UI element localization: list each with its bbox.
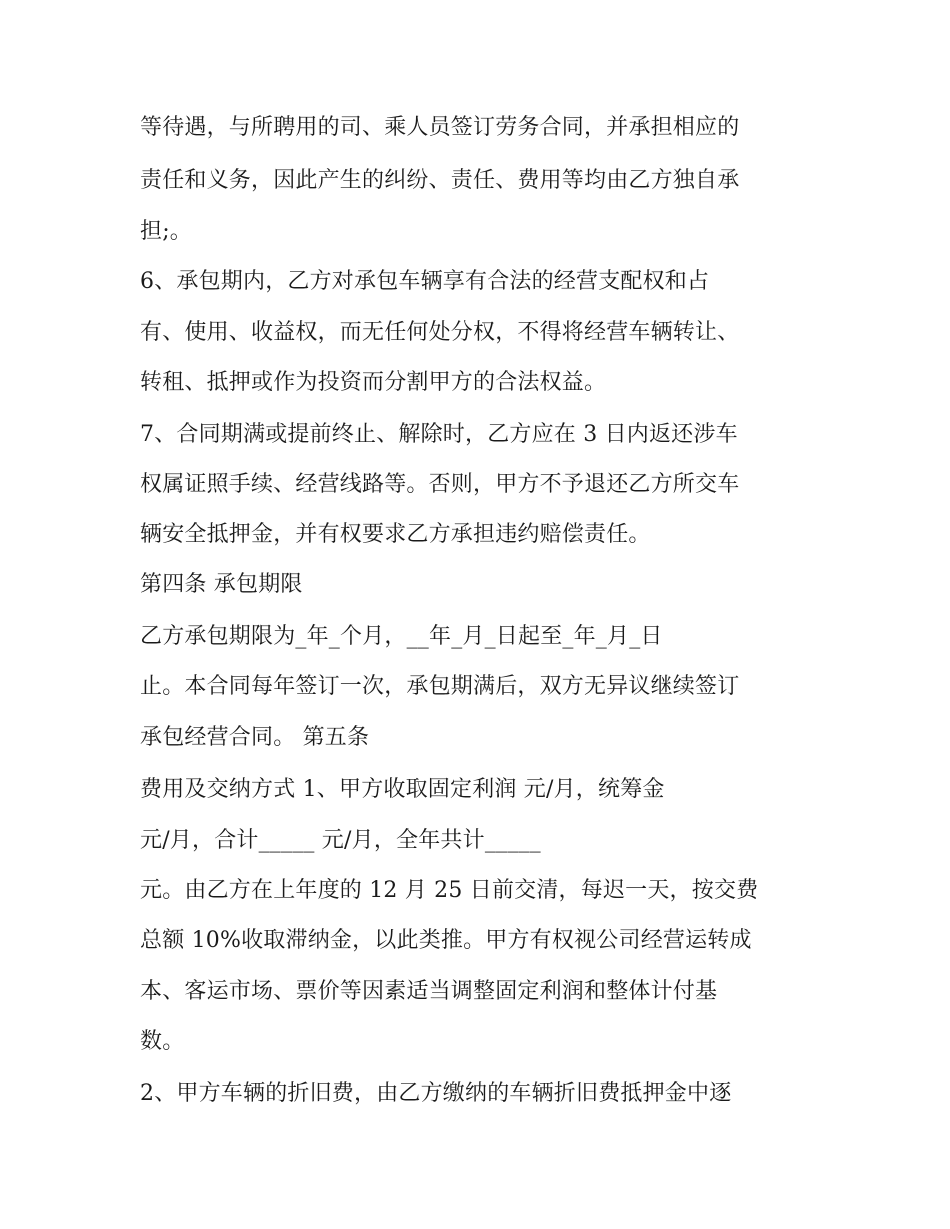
text-line: 数。	[140, 1029, 185, 1054]
text-line: 止。本合同每年签订一次，承包期满后，双方无异议继续签订	[140, 674, 740, 699]
text-line: 转租、抵押或作为投资而分割甲方的合法权益。	[140, 370, 607, 395]
text-line: 责任和义务，因此产生的纠纷、责任、费用等均由乙方独自承	[140, 168, 740, 193]
text-line: 本、客运市场、票价等因素适当调整固定利润和整体计付基	[140, 979, 718, 1004]
text-line: 承包经营合同。 第五条	[140, 725, 370, 750]
text-line: 等待遇，与所聘用的司、乘人员签订劳务合同，并承担相应的	[140, 115, 740, 140]
text-line: 元。由乙方在上年度的 12 月 25 日前交清，每迟一天，按交费	[140, 878, 759, 903]
text-line: 权属证照手续、经营线路等。否则，甲方不予退还乙方所交车	[140, 472, 740, 497]
text-line: 乙方承包期限为_年_个月，__年_月_日起至_年_月_日	[140, 624, 663, 649]
text-line: 有、使用、收益权，而无任何处分权，不得将经营车辆转让、	[140, 320, 740, 345]
text-line: 总额 10%收取滞纳金，以此类推。甲方有权视公司经营运转成	[140, 928, 752, 953]
text-line: 2、甲方车辆的折旧费，由乙方缴纳的车辆折旧费抵押金中逐	[140, 1081, 732, 1106]
text-line: 担;。	[140, 219, 193, 244]
text-line: 费用及交纳方式 1、甲方收取固定利润 元/月，统筹金	[140, 777, 665, 802]
section-heading: 第四条 承包期限	[140, 572, 303, 597]
text-line: 6、承包期内，乙方对承包车辆享有合法的经营支配权和占	[140, 269, 710, 294]
text-line: 元/月，合计_____ 元/月，全年共计_____	[140, 828, 541, 853]
text-line: 7、合同期满或提前终止、解除时，乙方应在 3 日内返还涉车	[140, 422, 738, 447]
text-line: 辆安全抵押金，并有权要求乙方承担违约赔偿责任。	[140, 522, 651, 547]
